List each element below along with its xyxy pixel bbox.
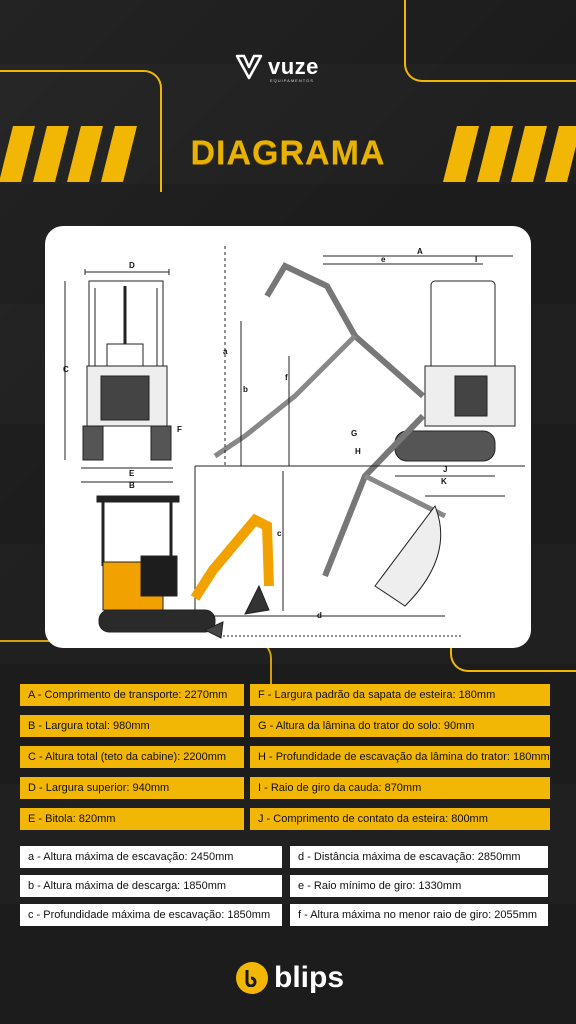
blips-brand: blips <box>274 961 345 994</box>
diagram-label-A: A <box>417 247 423 256</box>
excavator-photo <box>97 496 269 638</box>
spec-primary-row: A - Comprimento de transporte: 2270mm <box>20 684 244 706</box>
diagram-label-D: D <box>129 261 135 270</box>
vuze-logo-icon <box>234 52 264 82</box>
diagram-label-I: I <box>475 255 478 264</box>
spec-secondary-row: c - Profundidade máxima de escavação: 1850mm <box>20 904 282 926</box>
diagram-label-E: E <box>129 469 135 478</box>
blips-logo-icon <box>236 962 268 994</box>
page-title: DIAGRAMA <box>190 134 386 172</box>
blips-logo <box>236 962 344 994</box>
spec-primary-row: B - Largura total: 980mm <box>20 715 244 737</box>
spec-secondary-row: a - Altura máxima de escavação: 2450mm <box>20 846 282 868</box>
vuze-brand: vuze <box>268 54 319 79</box>
spec-primary-row: E - Bitola: 820mm <box>20 808 244 830</box>
diagram-label-d: d <box>317 611 322 620</box>
diagram-label-H: H <box>355 447 361 456</box>
diagram-label-K: K <box>441 477 447 486</box>
diagram-label-a: a <box>223 347 228 356</box>
excavator-diagram <box>45 226 531 648</box>
diagram-label-e: e <box>381 255 386 264</box>
spec-primary-row: I - Raio de giro da cauda: 870mm <box>250 777 550 799</box>
spec-primary-row: F - Largura padrão da sapata de esteira: 180mm <box>250 684 550 706</box>
spec-primary-row: C - Altura total (teto da cabine): 2200mm <box>20 746 244 768</box>
spec-primary-row: H - Profundidade de escavação da lâmina do trator: 180mm <box>250 746 550 768</box>
diagram-label-C: C <box>63 365 69 374</box>
front-view-drawing <box>65 269 173 482</box>
spec-primary-row: D - Largura superior: 940mm <box>20 777 244 799</box>
diagram-label-f: f <box>285 373 288 382</box>
decor-frame-top-right <box>404 0 576 82</box>
vuze-logo <box>234 52 319 82</box>
side-view-drawing <box>195 246 525 636</box>
spec-primary-row: G - Altura da lâmina do trator do solo: 90mm <box>250 715 550 737</box>
diagram-label-G: G <box>351 429 358 438</box>
spec-secondary-row: d - Distância máxima de escavação: 2850mm <box>290 846 548 868</box>
spec-secondary-row: b - Altura máxima de descarga: 1850mm <box>20 875 282 897</box>
diagram-label-F: F <box>177 425 182 434</box>
diagram-card <box>45 226 531 648</box>
spec-secondary-row: f - Altura máxima no menor raio de giro: 2055mm <box>290 904 548 926</box>
diagram-label-J: J <box>443 465 448 474</box>
vuze-brand-sub: EQUIPAMENTOS <box>270 78 314 83</box>
spec-secondary-row: e - Raio mínimo de giro: 1330mm <box>290 875 548 897</box>
spec-primary-row: J - Comprimento de contato da esteira: 800mm <box>250 808 550 830</box>
diagram-label-b: b <box>243 385 248 394</box>
diagram-label-c: c <box>277 529 282 538</box>
diagram-label-B: B <box>129 481 135 490</box>
